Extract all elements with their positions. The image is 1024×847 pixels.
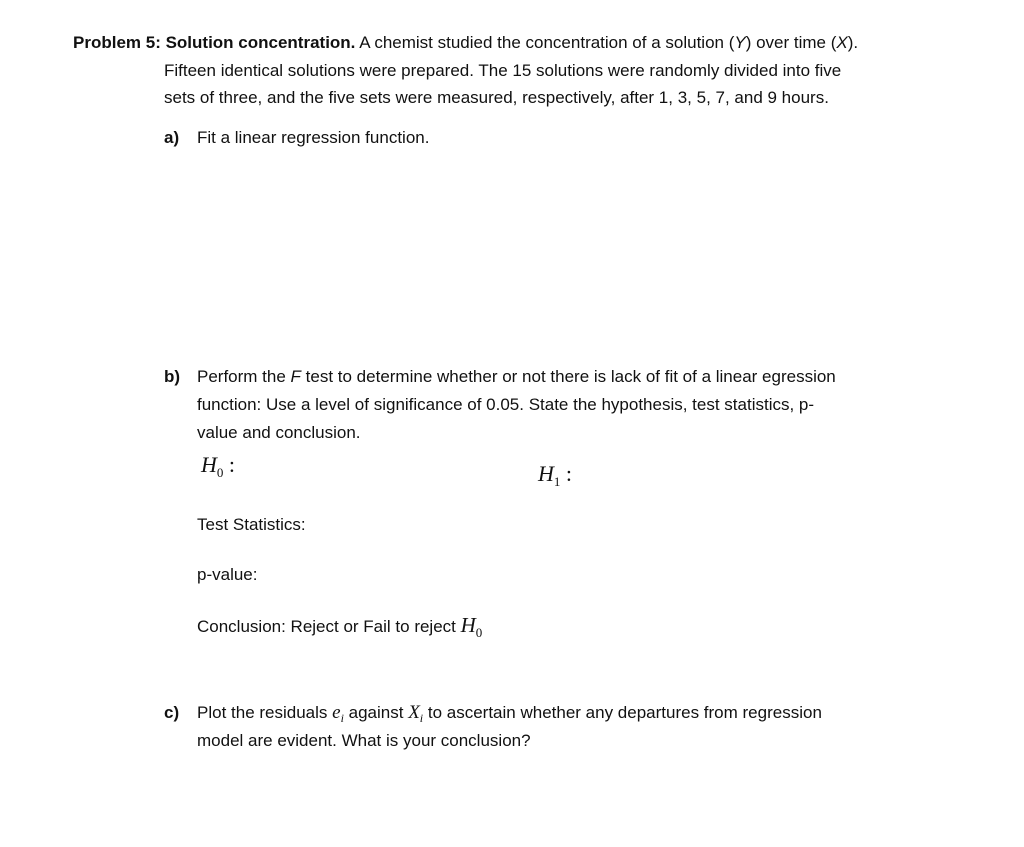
predictor-symbol: $X_i$ xyxy=(408,702,424,725)
alternative-hypothesis-label: $H_1$ : xyxy=(538,461,573,489)
f-symbol: F xyxy=(290,367,301,386)
conclusion-line: Conclusion: Reject or Fail to reject $H_0$ xyxy=(197,613,483,640)
part-b-line-2: function: Use a level of significance of 0.05. State the hypothesis, test statistics, p- xyxy=(197,395,815,414)
test-statistics-label: Test Statistics: xyxy=(197,515,306,534)
part-b-label: b) xyxy=(164,367,181,386)
part-a-label: a) xyxy=(164,128,180,147)
problem-heading: Problem 5: Solution concentration. xyxy=(73,33,356,52)
p-value-label: p-value: xyxy=(197,565,258,584)
part-a-text: Fit a linear regression function. xyxy=(197,128,430,147)
part-b-line-3: value and conclusion. xyxy=(197,423,361,442)
variable-y: Y xyxy=(734,33,746,52)
part-c-line-1: Plot the residuals $e_i$ against $X_i$ to ascertain whether any departures from regression xyxy=(197,702,822,725)
problem-line-3: sets of three, and the five sets were measured, respectively, after 1, 3, 5, 7, and 9 hours. xyxy=(164,88,829,107)
part-b-line-1: Perform the F test to determine whether or not there is lack of fit of a linear egression xyxy=(197,367,836,386)
variable-x: X xyxy=(836,33,848,52)
problem-line-2: Fifteen identical solutions were prepared. The 15 solutions were randomly divided into five xyxy=(164,61,842,80)
residual-symbol: $e_i$ xyxy=(332,702,344,725)
part-c-label: c) xyxy=(164,703,180,722)
problem-line-1: Problem 5: Solution concentration. A chemist studied the concentration of a solution (Y) over time (X). xyxy=(73,33,859,52)
null-hypothesis-label: $H_0$ : xyxy=(201,452,236,480)
part-c-line-2: model are evident. What is your conclusion? xyxy=(197,731,531,750)
